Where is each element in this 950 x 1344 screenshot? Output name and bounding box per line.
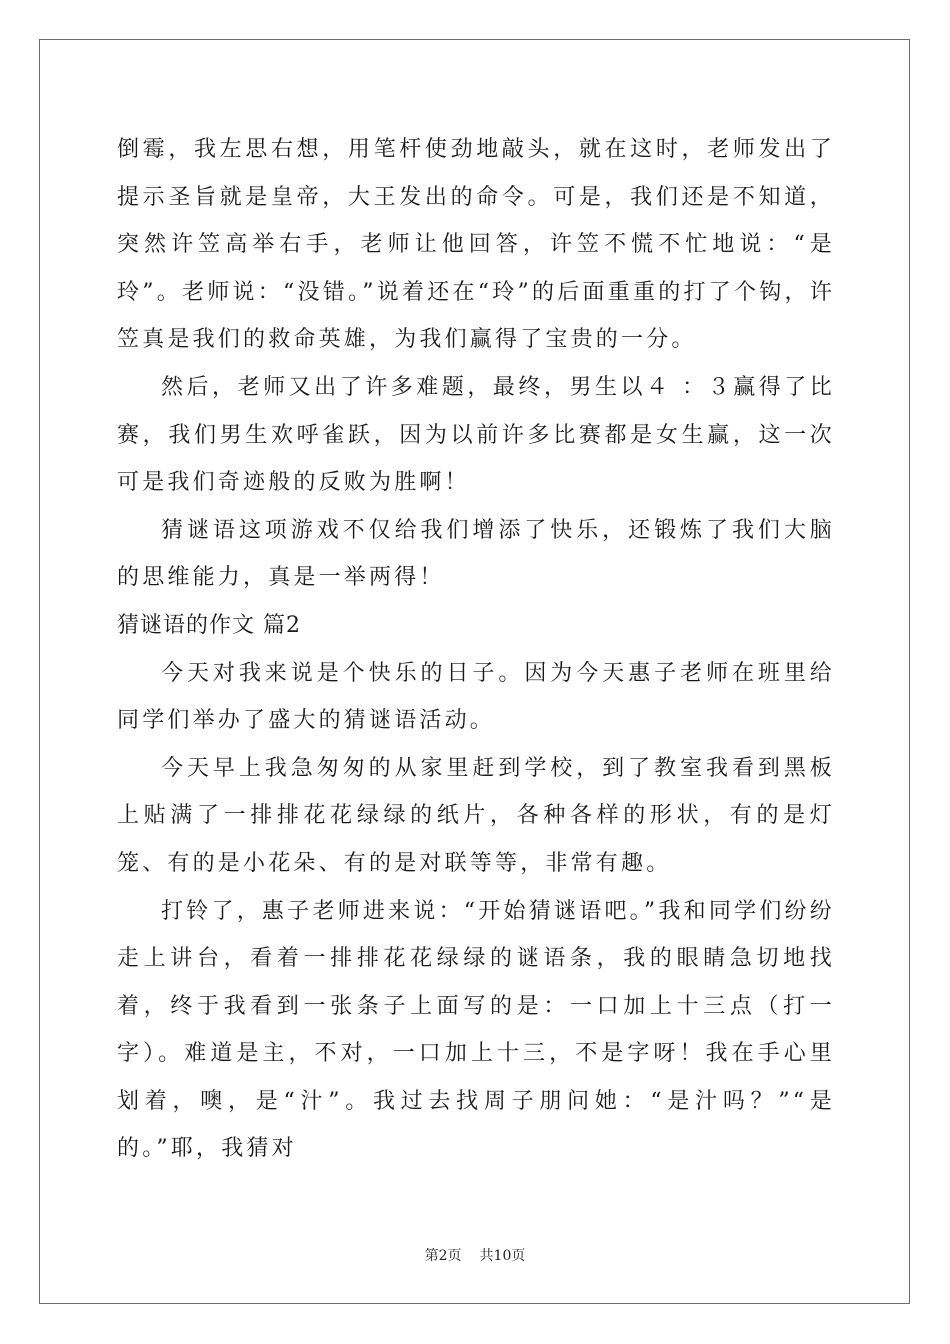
page-number: 第2页 xyxy=(424,1248,462,1264)
page-footer xyxy=(0,1245,950,1265)
document-body xyxy=(117,126,835,1173)
total-pages: 共10页 xyxy=(479,1248,526,1264)
paragraph: 然后，老师又出了许多难题，最终，男生以４ ：３赢得了比赛，我们男生欢呼雀跃，因为以前许多比赛都是女生赢，这一次可是我们奇迹般的反败为胜啊！ xyxy=(117,374,835,496)
paragraph-continuation: 倒霉，我左思右想，用笔杆使劲地敲头，就在这时，老师发出了提示圣旨就是皇帝，大王发出的命令。可是，我们还是不知道，突然许笠高举右手，老师让他回答，许笠不慌不忙地说：“是玲”。老师说：“没错。”说着还在“玲”的后面重重的打了个钩，许笠真是我们的救命英雄，为我们赢得了宝贵的一分。 xyxy=(117,137,835,353)
paragraph: 今天对我来说是个快乐的日子。因为今天惠子老师在班里给同学们举办了盛大的猜谜语活动。 xyxy=(117,660,835,734)
section-heading: 猜谜语的作文 篇2 xyxy=(117,612,301,638)
paragraph: 打铃了，惠子老师进来说：“开始猜谜语吧。”我和同学们纷纷走上讲台，看着一排排花花绿绿的谜语条，我的眼睛急切地找着，终于我看到一张条子上面写的是：一口加上十三点（打一字）。难道是主，不对，一口加上十三，不是字呀！我在手心里划着，噢，是“汁”。我过去找周子朋问她：“是汁吗？”“是的。”耶，我猜对 xyxy=(117,898,835,1162)
paragraph: 猜谜语这项游戏不仅给我们增添了快乐，还锻炼了我们大脑的思维能力，真是一举两得！ xyxy=(117,517,835,591)
paragraph: 今天早上我急匆匆的从家里赶到学校，到了教室我看到黑板上贴满了一排排花花绿绿的纸片，各种各样的形状，有的是灯笼、有的是小花朵、有的是对联等等，非常有趣。 xyxy=(117,755,835,876)
